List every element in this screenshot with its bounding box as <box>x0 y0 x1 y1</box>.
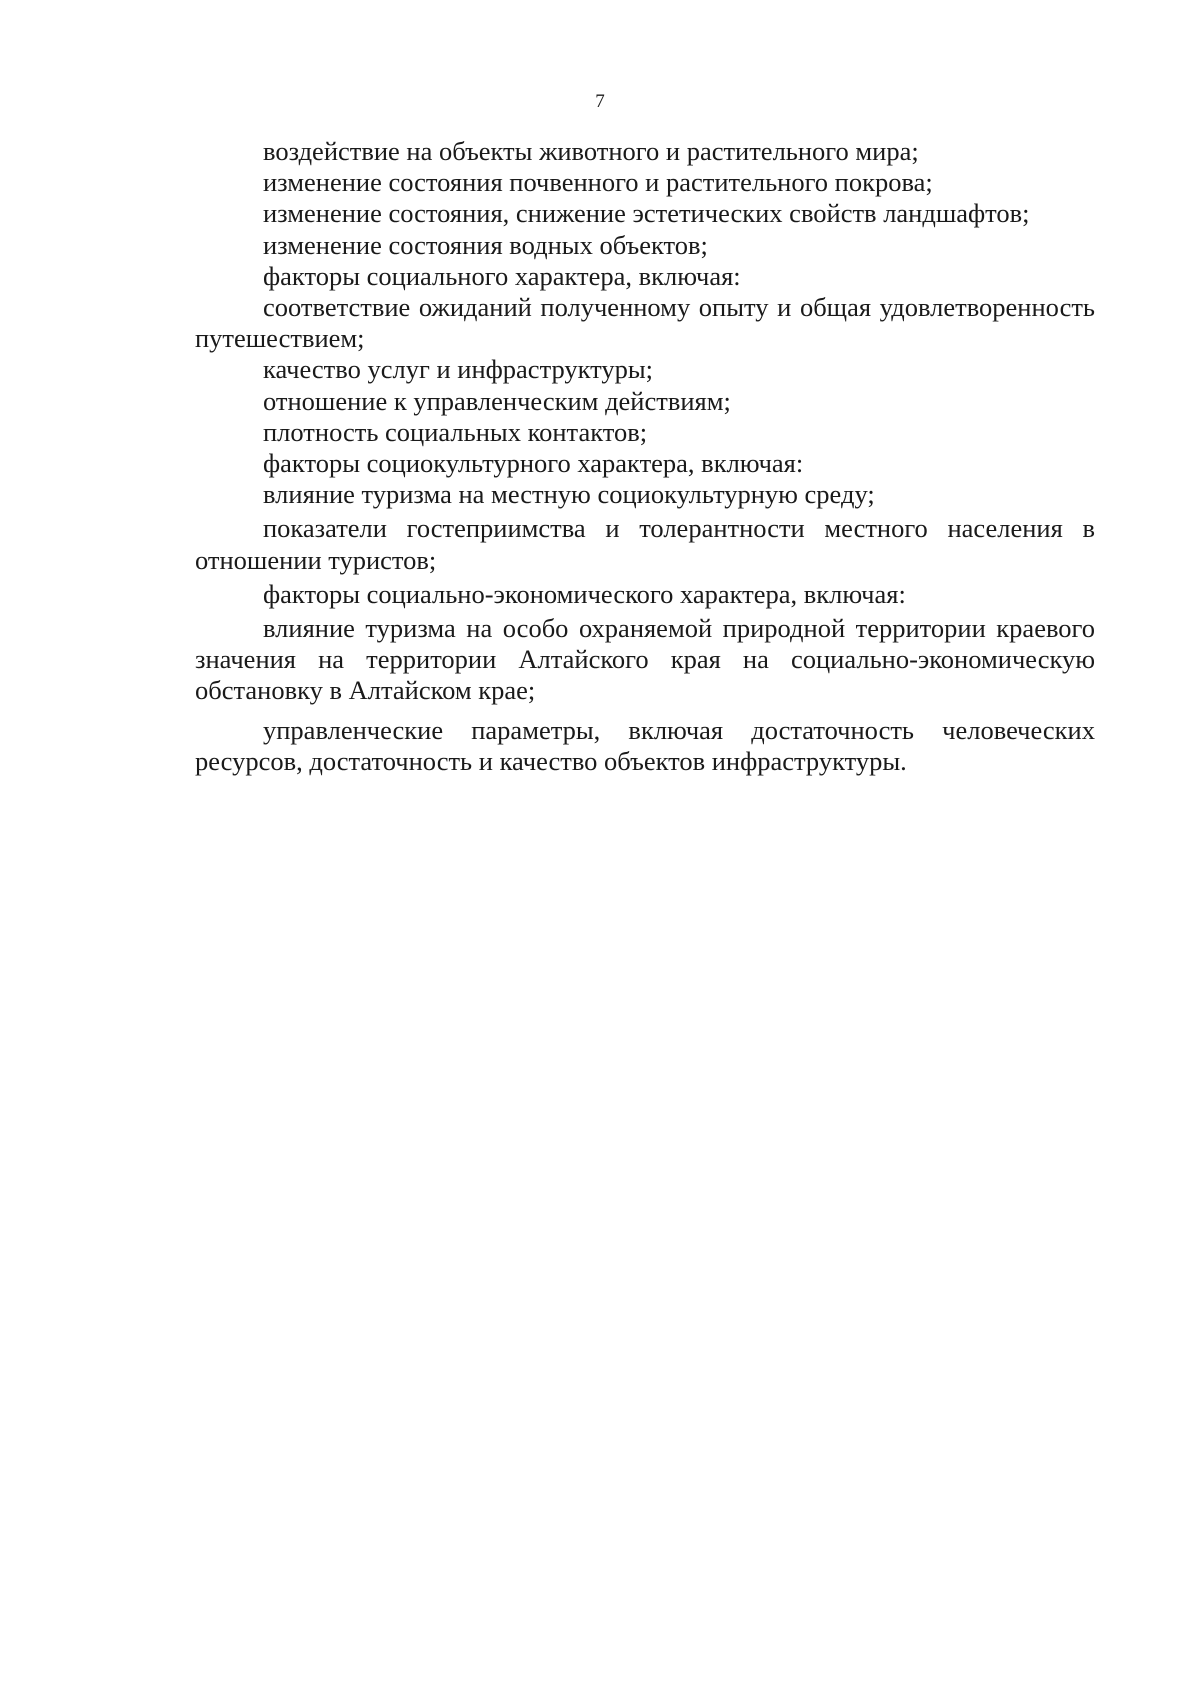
paragraph-socioeconomic-factors: факторы социально-экономического характера, включая: <box>263 578 906 609</box>
paragraph-water-bodies-change: изменение состояния водных объектов; <box>263 229 708 260</box>
paragraph-fauna-flora-impact: воздействие на объекты животного и растительного мира; <box>263 136 919 166</box>
paragraph-management-parameters: управленческие параметры, включая достаточность человеческих ресурсов, достаточность и качество объектов инфраструктуры. <box>195 714 1095 776</box>
paragraph-sociocultural-factors: факторы социокультурного характера, включая: <box>263 448 804 479</box>
paragraph-tourism-socioeconomic-impact: влияние туризма на особо охраняемой природной территории краевого значения на территории Алтайского края на социально-экономическую обстановку в Алтайском крае; <box>195 613 1095 706</box>
page-number: 7 <box>595 91 605 112</box>
paragraph-hospitality-tolerance: показатели гостеприимства и толерантности местного населения в отношении туристов; <box>195 513 1095 575</box>
paragraph-services-quality: качество услуг и инфраструктуры; <box>263 354 654 385</box>
paragraph-expectations-satisfaction: соответствие ожиданий полученному опыту и общая удовлетворенность путешествием; <box>195 292 1095 354</box>
paragraph-tourism-sociocultural-impact: влияние туризма на местную социокультурную среду; <box>263 479 875 510</box>
document-body <box>195 136 1095 777</box>
paragraph-soil-cover-change: изменение состояния почвенного и растительного покрова; <box>263 167 933 198</box>
paragraph-landscape-change: изменение состояния, снижение эстетических свойств ландшафтов; <box>263 198 1030 229</box>
paragraph-social-factors: факторы социального характера, включая: <box>263 260 741 291</box>
paragraph-management-attitude: отношение к управленческим действиям; <box>263 385 731 416</box>
paragraph-social-contacts-density: плотность социальных контактов; <box>263 416 648 447</box>
